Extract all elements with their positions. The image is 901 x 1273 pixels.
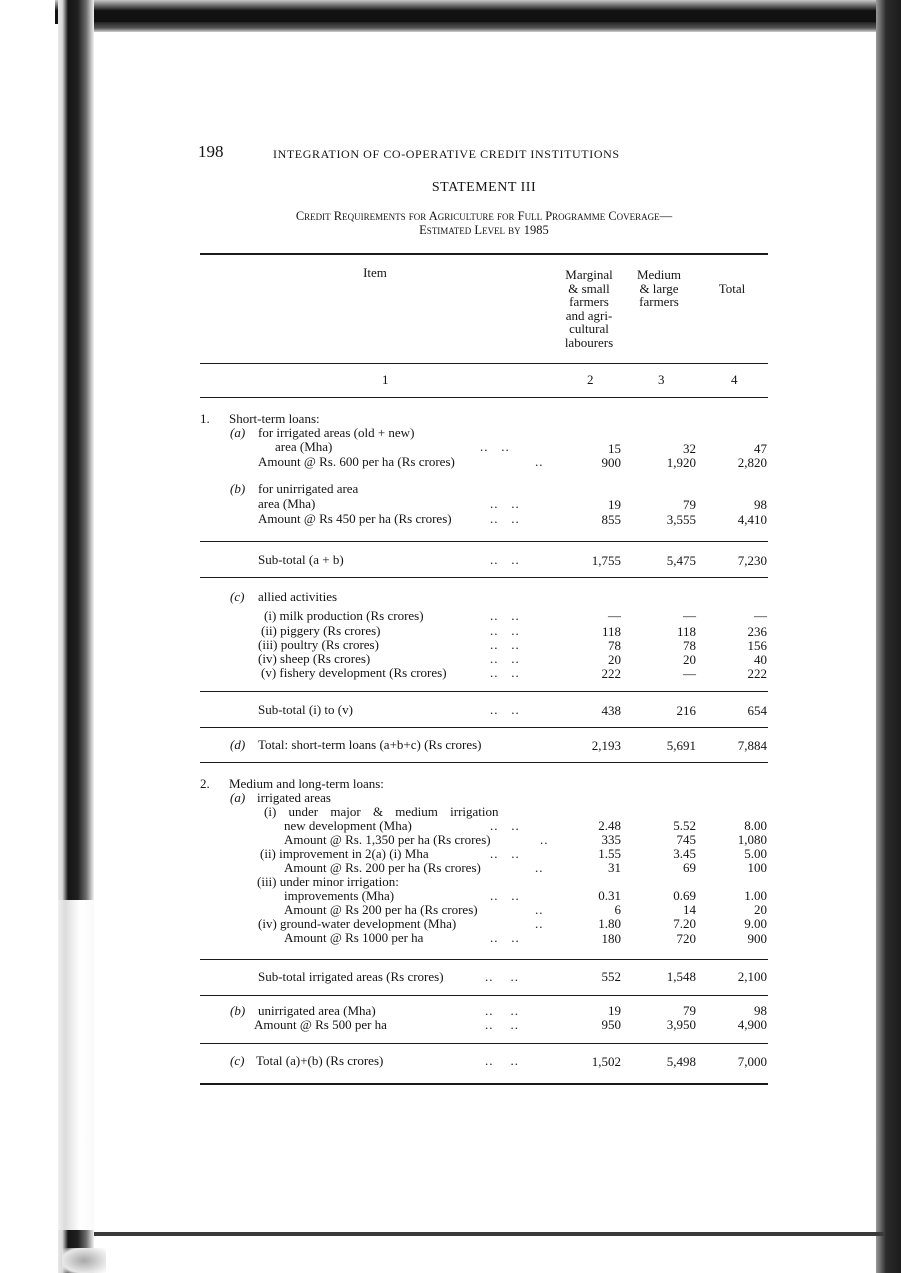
s2-b-label: (b) (230, 1003, 246, 1018)
s1-b-amount-val-3: 3,555 (666, 512, 696, 527)
s1-a-area-label: area (Mha) (275, 439, 333, 454)
s1-a-amount-val-2: 900 (601, 455, 621, 470)
col-number-3: 3 (658, 372, 665, 387)
s2-ii-line1-val-4: 5.00 (744, 846, 767, 861)
s1-b-amount-label: Amount @ Rs 450 per ha (Rs crores) (258, 511, 452, 526)
s2-iii-line2-val-3: 0.69 (673, 888, 696, 903)
s2-b-line2-val-4: 4,900 (737, 1017, 767, 1032)
s2-iii-line3-val-3: 14 (683, 902, 696, 917)
s2-iii-line2-val-2: 0.31 (598, 888, 621, 903)
s2-iv-line1-val-3: 7.20 (673, 916, 696, 931)
s2-iii-line2: improvements (Mha) (284, 888, 395, 903)
s1-a-area-val-2: 15 (608, 441, 621, 456)
allied-val-2: 118 (601, 624, 621, 639)
allied-row-label: (i) milk production (Rs crores) (264, 608, 424, 623)
leader-dots: .. .. (490, 846, 520, 861)
allied-val-2: 20 (608, 652, 621, 667)
leader-dots: .. .. (490, 552, 520, 567)
s2-subtotal-irr-label: Sub-total irrigated areas (Rs crores) (258, 969, 444, 984)
col-header-total: Total (718, 281, 746, 296)
statement-subtitle (200, 209, 768, 237)
page-header (198, 142, 768, 164)
s1-b-label: (b) (230, 481, 246, 496)
s2-i-line3-val-4: 1,080 (737, 832, 767, 847)
s2-b-line1-val-3: 79 (683, 1003, 696, 1018)
s2-ii-line1: (ii) improvement in 2(a) (i) Mha (260, 846, 429, 861)
s2-ii-line2-val-2: 31 (608, 860, 621, 875)
scan-border-top (55, 0, 901, 24)
leader-dots: .. .. (485, 1003, 519, 1018)
leader-dots: .. (535, 860, 544, 875)
leader-dots: .. .. (480, 439, 510, 454)
s2-iii-line3-val-2: 6 (614, 902, 621, 917)
s2-c-label: (c) (230, 1053, 245, 1068)
leader-dots: .. (535, 454, 544, 469)
scan-border-bottom (94, 1232, 884, 1236)
col-header-item: Item (363, 265, 387, 280)
subtitle-line-1: Credit Requirements for Agriculture for Full Programme Coverage— (295, 209, 673, 223)
col-header-marginal: Marginal & small farmers and agri- cultural labourers (564, 267, 614, 350)
allied-val-4: 236 (747, 624, 767, 639)
s2-i-line3: Amount @ Rs. 1,350 per ha (Rs crores) (284, 832, 491, 847)
s1-d-val-3: 5,691 (666, 738, 696, 753)
leader-dots: .. .. (490, 888, 520, 903)
s2-ii-line2-val-4: 100 (747, 860, 767, 875)
s2-i-line3-val-2: 335 (601, 832, 621, 847)
running-title: INTEGRATION OF CO-OPERATIVE CREDIT INSTITUTIONS (273, 147, 620, 161)
s1-b-area-val-3: 79 (683, 497, 696, 512)
allied-val-2: 222 (601, 666, 621, 681)
s1-subtotal-ab-val-4: 7,230 (737, 553, 767, 568)
s1-b-amount-val-2: 855 (601, 512, 621, 527)
s2-i-line1: (i) under major & medium irrigation (264, 804, 499, 819)
allied-row-label: (ii) piggery (Rs crores) (261, 623, 381, 638)
rule-below-subtotal-c (200, 727, 768, 728)
table-bottom-rule (200, 1083, 768, 1085)
leader-dots: .. .. (485, 969, 519, 984)
rule-above-subtotal-c (200, 691, 768, 692)
s1-subtotal-ab-val-3: 5,475 (666, 553, 696, 568)
s2-iii-line1: (iii) under minor irrigation: (257, 874, 399, 889)
section-1-title: Short-term loans: (229, 411, 320, 426)
s2-c-val-2: 1,502 (591, 1054, 621, 1069)
rule-above-subtotal-ab (200, 541, 768, 542)
leader-dots: .. .. (490, 651, 520, 666)
statement-title: STATEMENT III (431, 180, 537, 195)
col-number-1: 1 (382, 372, 389, 387)
s2-b-line1: unirrigated area (Mha) (258, 1003, 376, 1018)
s2-iv-line1-val-2: 1.80 (598, 916, 621, 931)
s2-i-line2-val-3: 5.52 (673, 818, 696, 833)
s2-iii-line3-val-4: 20 (754, 902, 767, 917)
s1-subtotal-c-val-4: 654 (747, 703, 767, 718)
rule-above-total-medium-long (200, 1043, 768, 1044)
leader-dots: .. .. (490, 511, 520, 526)
rule-above-subtotal-irr (200, 959, 768, 960)
allied-val-4: 40 (754, 652, 767, 667)
s1-subtotal-c-val-2: 438 (601, 703, 621, 718)
s1-b-area-val-2: 19 (608, 497, 621, 512)
s2-iii-line3: Amount @ Rs 200 per ha (Rs crores) (284, 902, 478, 917)
col-number-4: 4 (731, 372, 738, 387)
rule-below-subtotal-ab (200, 577, 768, 578)
s2-i-line2: new development (Mha) (284, 818, 412, 833)
s1-d-label: (d) (230, 737, 246, 752)
s1-b-amount-val-4: 4,410 (737, 512, 767, 527)
leader-dots: .. (535, 916, 544, 931)
header-rule (200, 363, 768, 364)
s2-b-line1-val-4: 98 (754, 1003, 767, 1018)
s1-a-amount-label: Amount @ Rs. 600 per ha (Rs crores) (258, 454, 455, 469)
leader-dots: .. (540, 832, 549, 847)
s2-iv-line2-val-3: 720 (676, 931, 696, 946)
allied-row-label: (iii) poultry (Rs crores) (258, 637, 379, 652)
section-2-number: 2. (200, 776, 210, 791)
s2-ii-line1-val-3: 3.45 (673, 846, 696, 861)
s2-iii-line2-val-4: 1.00 (744, 888, 767, 903)
col-number-2: 2 (587, 372, 594, 387)
s2-subtotal-irr-val-2: 552 (601, 969, 621, 984)
s2-ii-line1-val-2: 1.55 (598, 846, 621, 861)
scan-border-right (876, 0, 901, 1273)
allied-val-4: 222 (747, 666, 767, 681)
col-number-rule (200, 397, 768, 398)
allied-val-2: — (608, 608, 621, 623)
col-header-medium: Medium & large farmers (636, 267, 682, 309)
allied-val-3: 78 (683, 638, 696, 653)
page-number: 198 (198, 142, 224, 161)
s2-iv-line1-val-4: 9.00 (744, 916, 767, 931)
s2-c-val-4: 7,000 (737, 1054, 767, 1069)
leader-dots: .. .. (490, 623, 520, 638)
leader-dots: .. .. (485, 1053, 519, 1068)
s2-subtotal-irr-val-4: 2,100 (737, 969, 767, 984)
s2-i-line2-val-2: 2.48 (598, 818, 621, 833)
section-2-title: Medium and long-term loans: (229, 776, 384, 791)
leader-dots: .. .. (490, 930, 520, 945)
s1-subtotal-c-label: Sub-total (i) to (v) (258, 702, 353, 717)
scan-border-top-shadow (60, 22, 901, 32)
allied-val-3: 20 (683, 652, 696, 667)
subtitle-line-2: Estimated Level by 1985 (419, 223, 549, 237)
s2-a-title: irrigated areas (257, 790, 331, 805)
leader-dots: .. .. (490, 702, 520, 717)
s2-i-line2-val-4: 8.00 (744, 818, 767, 833)
s1-b-title: for unirrigated area (258, 481, 359, 496)
s1-a-amount-val-4: 2,820 (737, 455, 767, 470)
allied-val-3: 118 (676, 624, 696, 639)
scan-smudge (62, 1248, 106, 1273)
s1-a-amount-val-3: 1,920 (666, 455, 696, 470)
allied-row-label: (v) fishery development (Rs crores) (261, 665, 447, 680)
s1-a-title: for irrigated areas (old + new) (258, 425, 415, 440)
s1-d-val-4: 7,884 (737, 738, 767, 753)
leader-dots: .. .. (490, 608, 520, 623)
s2-b-line2-val-3: 3,950 (666, 1017, 696, 1032)
s2-c-val-3: 5,498 (666, 1054, 696, 1069)
s2-subtotal-irr-val-3: 1,548 (666, 969, 696, 984)
leader-dots: .. .. (490, 496, 520, 511)
allied-val-3: — (683, 666, 696, 681)
table-top-rule (200, 253, 768, 255)
rule-below-subtotal-irr (200, 995, 768, 996)
s1-d-title: Total: short-term loans (a+b+c) (Rs crores) (258, 737, 482, 752)
s2-ii-line2-val-3: 69 (683, 860, 696, 875)
s1-subtotal-c-val-3: 216 (676, 703, 696, 718)
rule-below-total-short-term (200, 762, 768, 763)
s1-a-area-val-4: 47 (754, 441, 767, 456)
s2-c-title: Total (a)+(b) (Rs crores) (256, 1053, 384, 1068)
s2-iv-line2-val-2: 180 (601, 931, 621, 946)
s1-d-val-2: 2,193 (591, 738, 621, 753)
leader-dots: .. .. (485, 1017, 519, 1032)
s1-b-area-label: area (Mha) (258, 496, 316, 511)
s2-ii-line2: Amount @ Rs. 200 per ha (Rs crores) (284, 860, 481, 875)
s2-i-line3-val-3: 745 (676, 832, 696, 847)
scan-border-left-fade (58, 900, 94, 1230)
s2-b-line1-val-2: 19 (608, 1003, 621, 1018)
s1-a-label: (a) (230, 425, 246, 440)
s1-c-label: (c) (230, 589, 245, 604)
leader-dots: .. (535, 902, 544, 917)
s2-iv-line2: Amount @ Rs 1000 per ha (284, 930, 424, 945)
s2-a-label: (a) (230, 790, 246, 805)
leader-dots: .. .. (490, 637, 520, 652)
allied-row-label: (iv) sheep (Rs crores) (258, 651, 371, 666)
s1-subtotal-ab-val-2: 1,755 (591, 553, 621, 568)
s2-b-line2-val-2: 950 (601, 1017, 621, 1032)
allied-val-4: 156 (747, 638, 767, 653)
leader-dots: .. .. (490, 818, 520, 833)
s1-subtotal-ab-label: Sub-total (a + b) (258, 552, 344, 567)
s1-c-title: allied activities (258, 589, 338, 604)
s1-b-area-val-4: 98 (754, 497, 767, 512)
s2-iv-line2-val-4: 900 (747, 931, 767, 946)
allied-val-4: — (754, 608, 767, 623)
leader-dots: .. .. (490, 665, 520, 680)
allied-val-2: 78 (608, 638, 621, 653)
allied-val-3: — (683, 608, 696, 623)
s2-iv-line1: (iv) ground-water development (Mha) (258, 916, 457, 931)
s1-a-area-val-3: 32 (683, 441, 696, 456)
s2-b-line2: Amount @ Rs 500 per ha (254, 1017, 387, 1032)
section-1-number: 1. (200, 411, 210, 426)
